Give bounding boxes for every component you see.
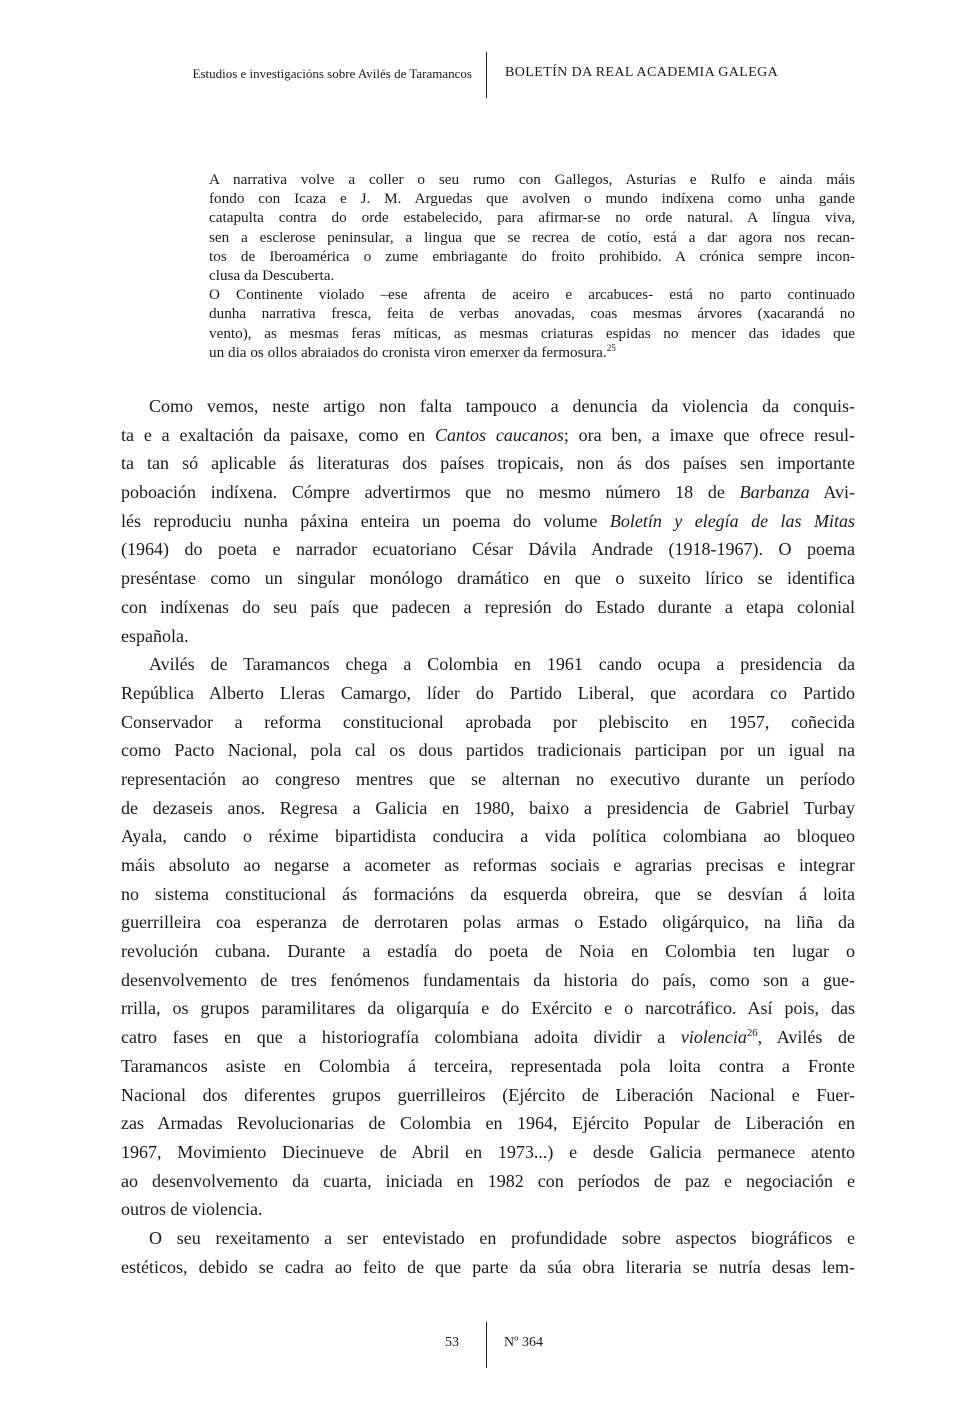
paragraph-1-line: española. <box>121 625 189 646</box>
paragraph-1-line: (1964) do poeta e narrador ecuatoriano César Dávila Andrade (1918-1967). O poema <box>121 539 855 560</box>
paragraph-1-line: ta tan só aplicable ás literaturas dos países tropicais, non ás dos países sen importante <box>121 453 855 474</box>
paragraph-2-line: outros de violencia. <box>121 1199 263 1220</box>
quote-line: vento), as mesmas feras míticas, as mesmas criaturas espidas no mencer das idades que <box>209 324 855 342</box>
paragraph-2-line: zas Armadas Revolucionarias de Colombia en 1964, Ejército Popular de Liberación en <box>121 1113 855 1134</box>
text: , Avilés de <box>757 1027 855 1048</box>
page-number: 53 <box>445 1335 459 1350</box>
paragraph-2-line: como Pacto Nacional, pola cal os dous partidos tradicionais participan por un igual na <box>121 740 855 761</box>
text: Avi- <box>809 482 855 503</box>
body-text <box>121 392 855 1281</box>
paragraph-2-line: Nacional dos diferentes grupos guerrilleiros (Ejército de Liberación Nacional e Fuer- <box>121 1084 855 1105</box>
title-boletin-y-elegia: Boletín y elegía de las Mitas <box>609 510 856 531</box>
quote-line: tos de Iberoamérica o zume embriagante do froito prohibido. A crónica sempre incon- <box>209 247 855 265</box>
text: poboación indíxena. Cómpre advertirmos que no mesmo número 18 de <box>121 482 740 503</box>
paragraph-2-line <box>121 1023 855 1052</box>
running-header <box>0 52 975 100</box>
header-journal-title: BOLETÍN DA REAL ACADEMIA GALEGA <box>505 65 779 80</box>
paragraph-2-line: rrilla, os grupos paramilitares da oligarquía e do Exército e o narcotráfico. Así pois, das <box>121 998 855 1019</box>
text: lés reproduciu nunha páxina enteira un poema do volume <box>121 510 610 531</box>
paragraph-2-line: ao desenvolvemento da cuarta, iniciada en 1982 con períodos de paz e negociación e <box>121 1170 855 1191</box>
paragraph-3-line: O seu rexeitamento a ser entevistado en profundidade sobre aspectos biográficos e <box>149 1227 855 1248</box>
paragraph-1-line: Como vemos, neste artigo non falta tampouco a denuncia da violencia da conquis- <box>149 396 855 416</box>
paragraph-2-line: desenvolvemento de tres fenómenos fundamentais da historia do país, como son a gue- <box>121 969 855 990</box>
paragraph-1-line: con indíxenas do seu país que padecen a represión do Estado durante a etapa colonial <box>121 596 855 617</box>
header-series-title: Estudios e investigacións sobre Avilés de Taramancos <box>192 66 472 81</box>
paragraph-2-line: Avilés de Taramancos chega a Colombia en 1961 cando ocupa a presidencia da <box>149 654 855 675</box>
quote-line: fondo con Icaza e J. M. Arguedas que avolven o mundo indíxena como unha gande <box>209 190 855 208</box>
quote-line: catapulta contra do orde estabelecido, para afirmar-se no orde natural. A língua viva, <box>209 209 855 227</box>
paragraph-3-line: estéticos, debido se cadra ao feito de que parte da súa obra literaria se nutría desas lem- <box>121 1256 855 1277</box>
issue-number: Nº 364 <box>504 1335 543 1350</box>
paragraph-2-line: Ayala, cando o réxime bipartidista conducira a vida política colombiana ao bloqueo <box>121 826 855 847</box>
title-cantos-caucanos: Cantos caucanos <box>435 424 564 445</box>
quote-line: A narrativa volve a coller o seu rumo con Gallegos, Asturias e Rulfo e ainda máis <box>209 171 855 188</box>
text: ; ora ben, a imaxe que ofrece resul- <box>563 424 855 445</box>
paragraph-2-line: Taramancos asiste en Colombia á terceira, representada pola loita contra a Fronte <box>121 1055 855 1076</box>
paragraph-2-line: representación ao congreso mentres que se alternan no executivo durante un período <box>121 768 855 789</box>
text: ta e a exaltación da paisaxe, como en <box>121 424 435 445</box>
text: catro fases en que a historiografía colombiana adoita dividir a <box>121 1027 681 1048</box>
paragraph-2-line: máis absoluto ao negarse a acometer as reformas sociais e agrarias precisas e integrar <box>121 855 855 875</box>
term-violencia: violencia <box>680 1027 747 1048</box>
paragraph-1-line <box>121 421 855 450</box>
running-footer <box>0 1322 975 1370</box>
paragraph-2-line: Conservador a reforma constitucional aprobada por plebiscito en 1957, coñecida <box>121 711 855 732</box>
paragraph-2-line: de dezaseis anos. Regresa a Galicia en 1980, baixo a presidencia de Gabriel Turbay <box>121 797 855 818</box>
quote-line: sen a esclerose peninsular, a lingua que se recrea de cotío, está a dar agora nos recan- <box>209 228 855 246</box>
title-barbanza: Barbanza <box>739 482 810 503</box>
paragraph-1-line: preséntase como un singular monólogo dramático en que o suxeito lírico se identifica <box>121 568 855 589</box>
paragraph-2-line: revolución cubana. Durante a estadía do poeta de Noia en Colombia ten lugar o <box>121 941 855 962</box>
paragraph-2-line: 1967, Movimiento Diecinueve de Abril en 1973...) e desde Galicia permanece atento <box>121 1141 855 1162</box>
paragraph-1-line <box>121 478 855 507</box>
footnote-ref-26[interactable]: 26 <box>746 1027 758 1040</box>
paragraph-2-line: guerrilleira coa esperanza de derrotaren polas armas o Estado oligárquico, na liña da <box>121 912 855 933</box>
quote-line-final <box>209 343 855 362</box>
footnote-ref-25[interactable]: 25 <box>606 342 616 353</box>
paragraph-1-line <box>121 507 855 536</box>
quote-line: dunha narrativa fresca, feita de verbas anovadas, coas mesmas árvores (xacarandá no <box>209 305 855 323</box>
paragraph-2-line: República Alberto Lleras Camargo, líder do Partido Liberal, que acordara co Partido <box>121 682 855 703</box>
quote-text: un dia os ollos abraiados do cronista viron emerxer da fermosura. <box>209 343 607 361</box>
block-quote <box>209 170 855 362</box>
paragraph-2-line: no sistema constitucional ás formacións da esquerda obreira, que se desvían á loita <box>121 883 855 904</box>
quote-line: clusa da Descuberta. <box>209 266 335 284</box>
quote-line: O Continente violado –ese afrenta de aceiro e arcabuces- está no parto continuado <box>209 286 855 304</box>
footer-divider <box>486 1322 487 1368</box>
header-divider <box>486 52 487 98</box>
